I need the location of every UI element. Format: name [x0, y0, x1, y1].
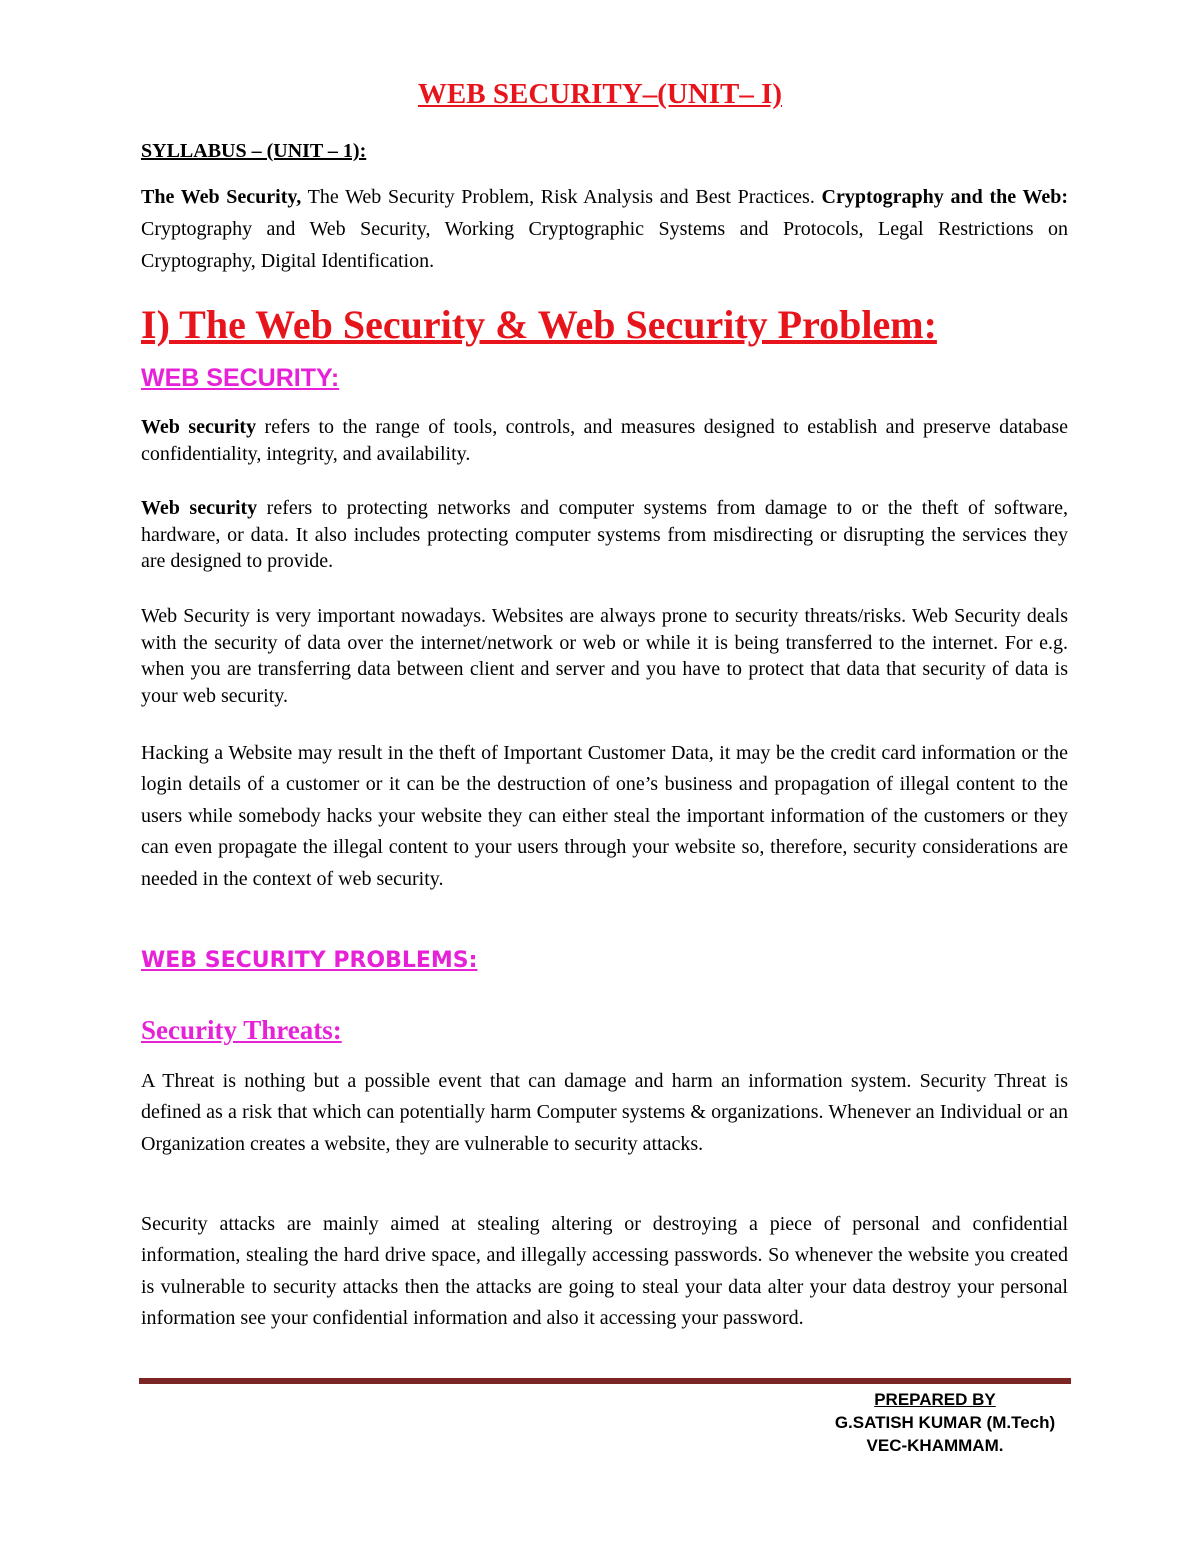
web-security-problems-heading: WEB SECURITY PROBLEMS: [141, 948, 478, 973]
paragraph-5: A Threat is nothing but a possible event that can damage and harm an information system. Security Threat is defined as a risk that which can potentially harm Computer systems & organizations. Whenever an Individual or an Organization creates a website, they are vulnerable to security attacks. [141, 1070, 1068, 1155]
section-heading: I) The Web Security & Web Security Problem: [141, 302, 937, 347]
footer-institution: VEC-KHAMMAM. [866, 1436, 1004, 1455]
paragraph-1 [141, 414, 1068, 467]
syllabus-text-part1: The Web Security Problem, Risk Analysis and Best Practices. [301, 186, 822, 208]
paragraph-1-bold: Web security [141, 416, 257, 438]
syllabus-text-part2: Cryptography and Web Security, Working Cryptographic Systems and Protocols, Legal Restrictions on Cryptography, Digital Identification. [141, 218, 1068, 272]
footer-prepared-by: PREPARED BY [874, 1390, 996, 1409]
paragraph-3: Web Security is very important nowadays. Websites are always prone to security threats/risks. Web Security deals with the security of data over the internet/network or web or while it is being transferred to the internet. For e.g. when you are transferring data between client and server and you have to protect that data that security of data is your web security. [141, 605, 1068, 707]
paragraph-2-bold: Web security [141, 497, 258, 519]
footer-author: G.SATISH KUMAR (M.Tech) [834, 1413, 1056, 1432]
paragraph-2-text: refers to protecting networks and computer systems from damage to or the theft of software, hardware, or data. It also includes protecting computer systems from misdirecting or disrupting the services they are designed to provide. [141, 497, 1068, 572]
footer-divider [139, 1378, 1071, 1384]
document-title: WEB SECURITY–(UNIT– I) [417, 78, 783, 110]
syllabus-text [141, 181, 1068, 277]
web-security-heading: WEB SECURITY: [141, 364, 340, 392]
paragraph-1-text: refers to the range of tools, controls, and measures designed to establish and preserve database confidentiality, integrity, and availability. [141, 416, 1068, 465]
syllabus-heading: SYLLABUS – (UNIT – 1): [141, 140, 367, 162]
security-threats-heading: Security Threats: [141, 1015, 342, 1045]
syllabus-bold-cryptography: Cryptography and the Web: [821, 186, 1069, 208]
paragraph-2 [141, 495, 1068, 575]
paragraph-4: Hacking a Website may result in the theft of Important Customer Data, it may be the credit card information or the login details of a customer or it can be the destruction of one’s business and propagation of illegal content to the users while somebody hacks your website they can either steal the important information of the customers or they can even propagate the illegal content to your users through your website so, therefore, security considerations are needed in the context of web security. [141, 742, 1068, 890]
paragraph-6: Security attacks are mainly aimed at stealing altering or destroying a piece of personal and confidential information, stealing the hard drive space, and illegally accessing passwords. So whenever the website you created is vulnerable to security attacks then the attacks are going to steal your data alter your data destroy your personal information see your confidential information and also it accessing your password. [141, 1213, 1068, 1330]
syllabus-bold-web-security: The Web Security, [141, 186, 302, 208]
